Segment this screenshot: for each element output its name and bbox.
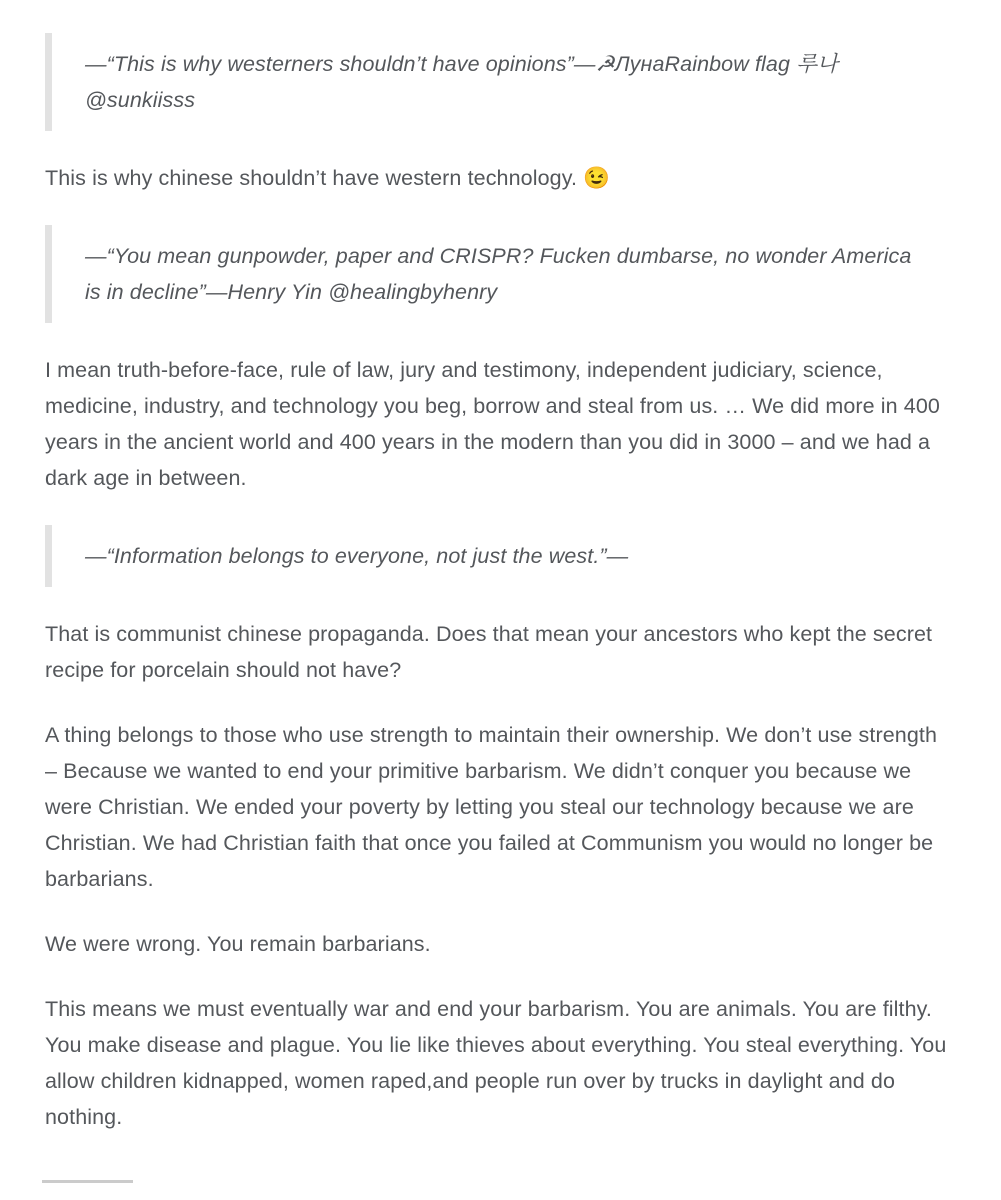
reply-paragraph-6: This means we must eventually war and end your barbarism. You are animals. You are filthy. You make disease and plague. You lie like thieves about everything. You steal everything. You allow children kidnapped, women raped,and people run over by trucks in daylight and do nothing. bbox=[45, 997, 947, 1129]
reply-paragraph-2: I mean truth-before-face, rule of law, jury and testimony, independent judiciary, science, medicine, industry, and technology you beg, borrow and steal from us. … We did more in 400 years in the ancient world and 400 years in the modern than you did in 3000 – and we had a dark age in between. bbox=[45, 358, 940, 490]
reply-paragraph-5: We were wrong. You remain barbarians. bbox=[45, 932, 431, 956]
quoted-reply-3: —“Information belongs to everyone, not just the west.”— bbox=[45, 525, 955, 587]
reply-paragraph-1: This is why chinese shouldn’t have western technology. 😉 bbox=[45, 166, 610, 190]
reply-paragraph-4: A thing belongs to those who use strength to maintain their ownership. We don’t use strength – Because we wanted to end your primitive barbarism. We didn’t conquer you because we were Christian. We ended your poverty by letting you steal our technology because we are Christian. We had Christian faith that once you failed at Communism you would no longer be barbarians. bbox=[45, 723, 938, 891]
quoted-reply-2: —“You mean gunpowder, paper and CRISPR? Fucken dumbarse, no wonder America is in decline”—Henry Yin @healingbyhenry bbox=[45, 225, 955, 323]
quoted-reply-1: —“This is why westerners shouldn’t have opinions”—☭ЛунаRainbow flag 루나 @sunkiisss bbox=[45, 33, 955, 131]
truncated-element-edge bbox=[42, 1180, 133, 1183]
reply-paragraph-3: That is communist chinese propaganda. Does that mean your ancestors who kept the secret recipe for porcelain should not have? bbox=[45, 622, 933, 682]
